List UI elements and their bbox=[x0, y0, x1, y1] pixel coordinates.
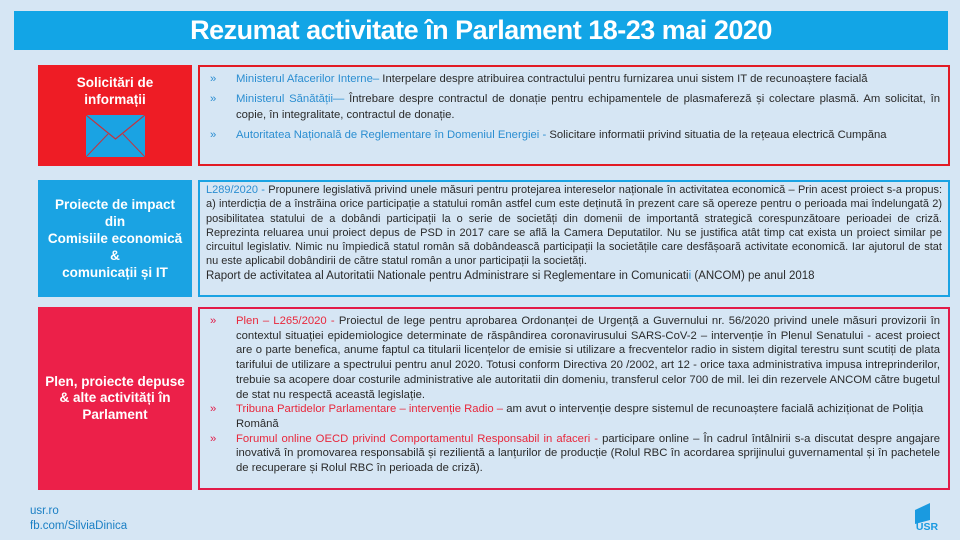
information-requests-panel bbox=[198, 65, 950, 166]
plenary-activities-panel bbox=[198, 307, 950, 490]
item-text: Proiectul de lege pentru aprobarea Ordonanței de Urgență a Guvernului nr. 56/2020 privind unele măsuri provizorii în contextul situației epidemiologice determinate de răspândirea coronavirusului SARS-CoV-2 – intervenție în Plenul Senatului - acest proiect are o parte benefica, anume faptul ca titularii licențelor de emisie si utilizare a frecventelor radio in sistem digital terestru sunt scutiți de plata tarifului de utilizare a spectrului pentru anul 2020. Totusi conform Directiva 20 /2002, art 12 - orice taxa administrativa impusa intreprinderilor, trebuie sa acopere doar costurile administrative ale autoritatii din domeniu, transferul celor 700 de mil. lei din rezervele ANCOM către bugetul de stat nu respectă această legislație. bbox=[236, 315, 940, 401]
bullet-icon: » bbox=[210, 92, 217, 105]
section-label-plenary bbox=[38, 307, 192, 490]
item-title: Autoritatea Națională de Reglementare în Domeniul Energiei - bbox=[236, 128, 547, 141]
item-text: Interpelare despre atribuirea contractului pentru furnizarea unui sistem IT de recunoaștere facială bbox=[379, 73, 868, 85]
section-label-text: Plen, proiecte depuse & alte activități în Parlament bbox=[45, 373, 185, 422]
list-item bbox=[208, 402, 940, 431]
bullet-icon: » bbox=[210, 73, 217, 85]
bullet-icon: » bbox=[210, 403, 217, 416]
project-id: L289/2020 - bbox=[206, 184, 265, 196]
item-title: Tribuna Partidelor Parlamentare – intervenție Radio – bbox=[236, 403, 504, 416]
website-link[interactable]: usr.ro bbox=[30, 505, 59, 517]
item-title: Ministerul Afacerilor Interne– bbox=[236, 73, 380, 85]
project-paragraph bbox=[206, 183, 942, 269]
footer-links bbox=[30, 504, 127, 534]
list-item bbox=[208, 71, 940, 88]
item-title: Ministerul Sănătății— bbox=[236, 92, 345, 105]
facebook-link[interactable]: fb.com/SilviaDinica bbox=[30, 520, 128, 532]
section-label-line: comunicații și IT bbox=[62, 265, 168, 280]
section-label-line: Proiecte de impact bbox=[54, 197, 176, 212]
report-text-end: (ANCOM) pe anul 2018 bbox=[691, 269, 815, 282]
bullet-icon: » bbox=[210, 432, 217, 445]
list-item bbox=[208, 314, 940, 402]
item-text: Întrebare despre contractul de donație pentru echipamentele de plasmafereză și colectare plasmă. Am solicitat, în copie, în integralitate, contractul de donație. bbox=[236, 92, 940, 121]
list-item bbox=[208, 91, 940, 124]
item-text: am avut o intervenție despre sistemul de recunoaștere facială achiziționat de Poliția Română bbox=[236, 403, 924, 430]
section-label-impact-projects bbox=[38, 180, 192, 297]
item-text: Solicitare informatii privind situatia de la rețeaua electrică Cumpăna bbox=[546, 128, 887, 141]
item-title: Forumul online OECD privind Comportamentul Responsabil in afaceri - bbox=[236, 432, 599, 445]
report-paragraph bbox=[206, 269, 942, 283]
section-label-line: & bbox=[110, 248, 120, 263]
report-text: Raport de activitatea al Autoritatii Nationale pentru Administrare si Reglementare in Comunicati bbox=[206, 269, 689, 282]
impact-projects-panel bbox=[198, 180, 950, 297]
section-label-information-requests bbox=[38, 65, 192, 166]
envelope-icon bbox=[86, 115, 145, 157]
section-label-line: din bbox=[104, 214, 126, 229]
item-title: Plen – L265/2020 - bbox=[236, 315, 335, 327]
project-text: Propunere legislativă privind unele măsuri pentru protejarea intereselor naționale în activitatea economică – Prin acest proiect s-a propus: a) interdicția de a înstrăina orice participație a statului român astfel cum este deținută în prezent care să opereze pentru o perioada mai îndelungată 2) posibilitatea statului de a dobândi participații la o serie de societăți din domenii de importantă strategică corespunzătoare perioadei de criză. Reprezinta reluarea unui proiect depus de PSD in 2017 care se află la Camera Deputatilor. Nu se justifica atât timp cat exista un proiect similar pe circuitul legislativ. Nimic nu împiedică statul român să dobândească participații la societățile care desfășoară activitate economică. Iar ajutorul de stat nu este aplicabil dobândirii de către statul român a unor participații la societăți. bbox=[206, 184, 942, 268]
page-title: Rezumat activitate în Parlament 18-23 mai 2020 bbox=[14, 11, 948, 50]
logo-text: USR bbox=[915, 521, 939, 533]
list-item bbox=[208, 127, 940, 144]
bullet-icon: » bbox=[210, 128, 217, 141]
section-label-text: Solicitări de informații bbox=[76, 75, 154, 107]
list-item bbox=[208, 432, 940, 476]
item-text: participare online – În cadrul întâlnirii s-a discutat despre angajare inovativă în promovarea responsabilă și rezilientă a lanțurilor de producție (Rolul RBC în acordarea sprijinului guvernamental și în pachetele de recuperare și Rolul RBC în perioada de criză). bbox=[236, 432, 941, 475]
section-label-line: Comisiile economică bbox=[47, 231, 183, 246]
report-highlight: i bbox=[688, 269, 692, 282]
bullet-icon: » bbox=[210, 315, 217, 327]
